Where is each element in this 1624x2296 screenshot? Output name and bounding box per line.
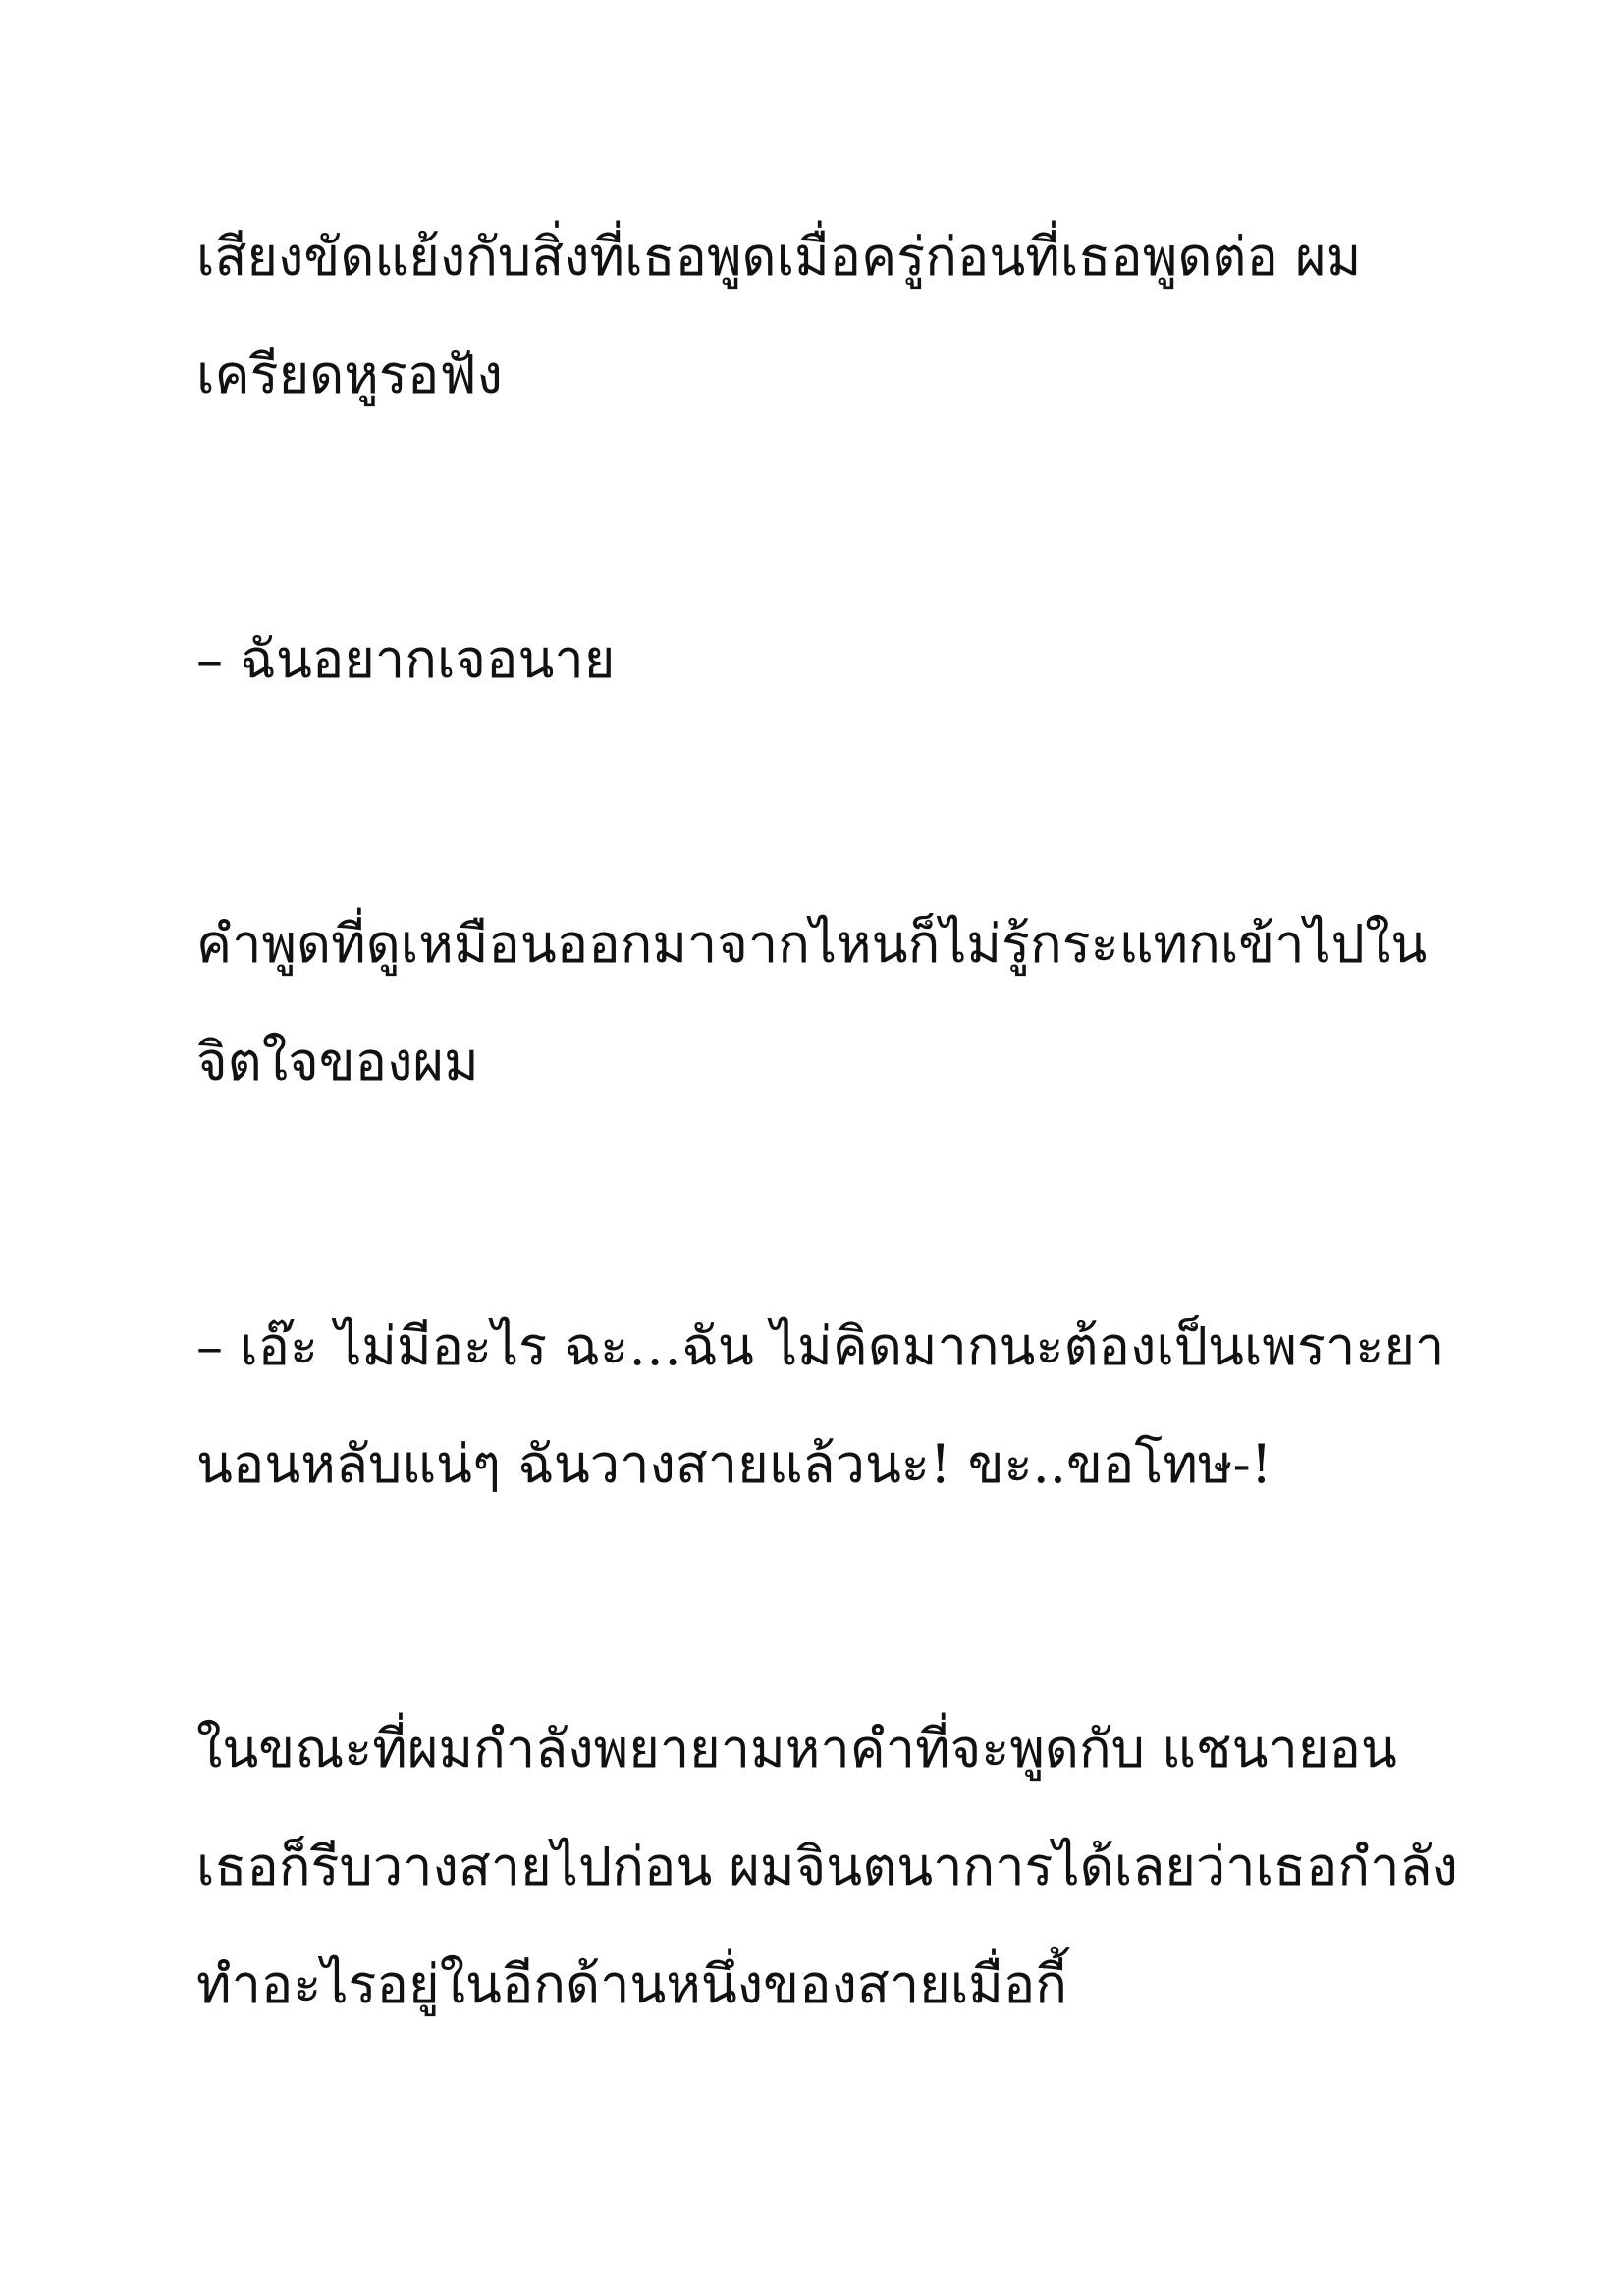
paragraph-1-line-2: เครียดหูรอฟัง: [196, 344, 503, 405]
paragraph-5-line-3: ทำอะไรอยู่ในอีกด้านหนึ่งของสายเมื่อกี้: [196, 1953, 1067, 2015]
paragraph-4-line-1: – เอ๊ะ ไม่มีอะไร ฉะ…ฉัน ไม่คิดมากนะต้องเป็นเพราะยา: [196, 1315, 1445, 1377]
paragraph-2-line-1: – ฉันอยากเจอนาย: [196, 628, 616, 690]
paragraph-1-line-1: เสียงขัดแย้งกับสิ่งที่เธอพูดเมื่อครู่ก่อนที่เธอพูดต่อ ผม: [196, 226, 1362, 288]
paragraph-3-line-1: คำพูดที่ดูเหมือนออกมาจากไหนก็ไม่รู้กระแทกเข้าไปใน: [196, 913, 1428, 975]
paragraph-5-line-2: เธอก็รีบวางสายไปก่อน ผมจินตนาการได้เลยว่าเธอกำลัง: [196, 1836, 1458, 1897]
paragraph-5-line-1: ในขณะที่ผมกำลังพยายามหาคำที่จะพูดกับ แชนายอน: [196, 1718, 1397, 1780]
paragraph-3-line-2: จิตใจของผม: [196, 1031, 479, 1093]
paragraph-4-line-2: นอนหลับแน่ๆ ฉันวางสายแล้วนะ! ขะ..ขอโทษ-!: [196, 1433, 1272, 1495]
